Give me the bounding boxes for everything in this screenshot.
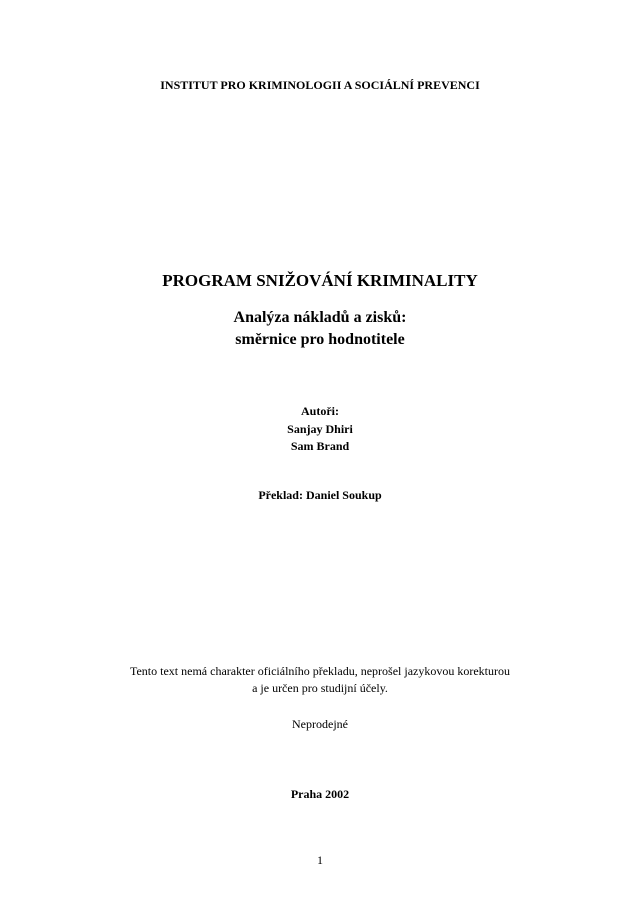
author-name-1: Sanjay Dhiri [287, 422, 353, 436]
place-and-year: Praha 2002 [290, 787, 350, 801]
author-name-2: Sam Brand [290, 439, 350, 453]
page-number: 1 [317, 853, 323, 867]
authors-label: Autoři: [301, 404, 339, 418]
disclaimer-line-2: a je určen pro studijní účely. [252, 681, 388, 695]
subtitle-line-2: směrnice pro hodnotitele [235, 331, 405, 348]
disclaimer-line-1: Tento text nemá charakter oficiálního překladu, neprošel jazykovou korekturou [129, 664, 511, 678]
translation-credit: Překlad: Daniel Soukup [258, 488, 382, 502]
document-title: PROGRAM SNIŽOVÁNÍ KRIMINALITY [162, 271, 478, 290]
subtitle-line-1: Analýza nákladů a zisků: [233, 309, 407, 326]
institute-name: INSTITUT PRO KRIMINOLOGII A SOCIÁLNÍ PREVENCI [160, 78, 480, 92]
not-for-sale-note: Neprodejné [292, 717, 348, 731]
